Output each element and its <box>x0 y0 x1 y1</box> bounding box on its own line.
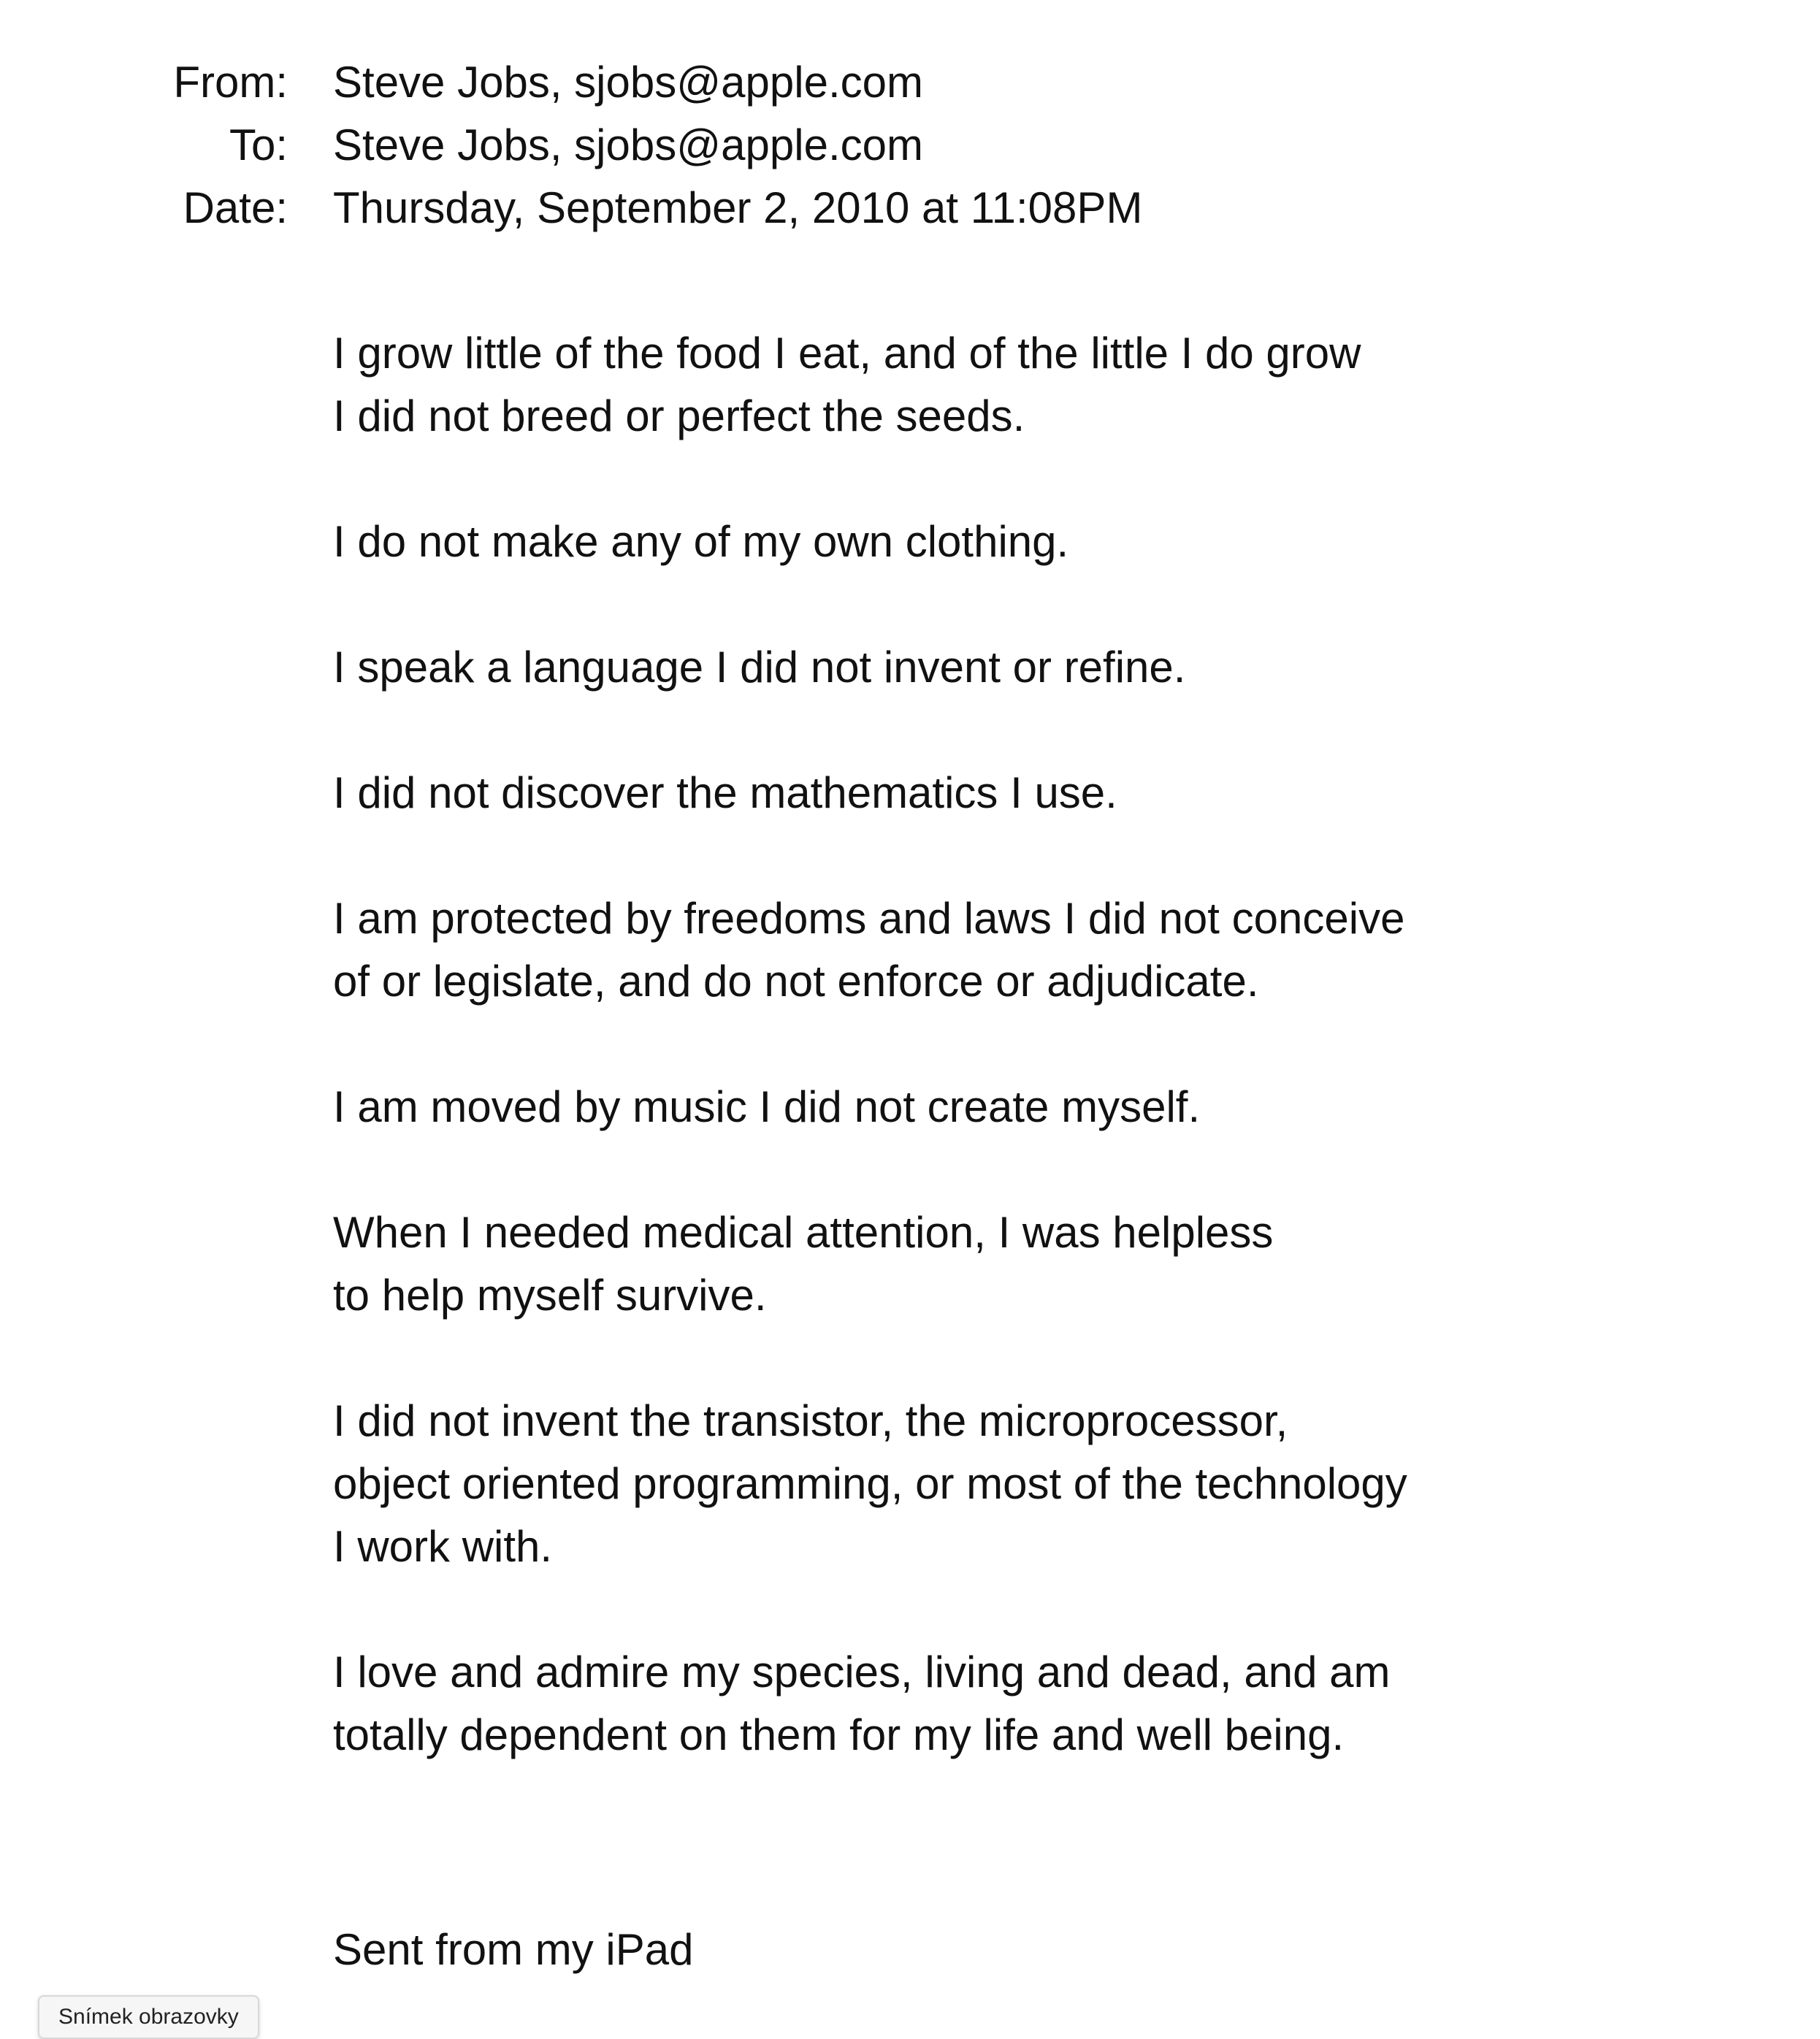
body-line: I work with. <box>333 1522 553 1571</box>
body-line: I grow little of the food I eat, and of the little I do grow <box>333 329 1361 378</box>
body-line: I did not discover the mathematics I use. <box>333 768 1117 817</box>
header-from-row <box>0 51 1820 114</box>
body-line: of or legislate, and do not enforce or adjudicate. <box>333 957 1259 1006</box>
body-line: totally dependent on them for my life and well being. <box>333 1710 1345 1759</box>
body-line: to help myself survive. <box>333 1271 767 1320</box>
paragraph <box>333 322 1757 448</box>
paragraph <box>333 762 1757 825</box>
paragraph <box>333 1390 1757 1578</box>
header-to-row <box>0 114 1820 177</box>
paragraph <box>333 636 1757 699</box>
to-label: To: <box>229 120 288 169</box>
screenshot-tooltip: Snímek obrazovky <box>38 1995 259 2039</box>
paragraph <box>333 510 1757 573</box>
from-label: From: <box>173 58 288 107</box>
date-label: Date: <box>183 183 288 232</box>
body-line: I love and admire my species, living and dead, and am <box>333 1648 1391 1696</box>
body-line: I do not make any of my own clothing. <box>333 517 1069 566</box>
email-header <box>0 51 1820 240</box>
paragraph <box>333 887 1757 1013</box>
paragraph <box>333 1076 1757 1139</box>
email-signature: Sent from my iPad <box>333 1925 694 1974</box>
paragraph <box>333 1641 1757 1767</box>
body-line: I did not breed or perfect the seeds. <box>333 391 1025 440</box>
email-body <box>333 322 1757 1829</box>
body-line: When I needed medical attention, I was helpless <box>333 1208 1274 1257</box>
body-line: I did not invent the transistor, the microprocessor, <box>333 1396 1288 1445</box>
date-value: Thursday, September 2, 2010 at 11:08PM <box>333 183 1143 232</box>
body-line: object oriented programming, or most of the technology <box>333 1459 1407 1508</box>
paragraph <box>333 1201 1757 1327</box>
from-value: Steve Jobs, sjobs@apple.com <box>333 58 923 107</box>
body-line: I am protected by freedoms and laws I did not conceive <box>333 894 1405 943</box>
to-value: Steve Jobs, sjobs@apple.com <box>333 120 923 169</box>
body-line: I speak a language I did not invent or refine. <box>333 643 1186 692</box>
header-date-row <box>0 177 1820 240</box>
body-line: I am moved by music I did not create myself. <box>333 1082 1201 1131</box>
